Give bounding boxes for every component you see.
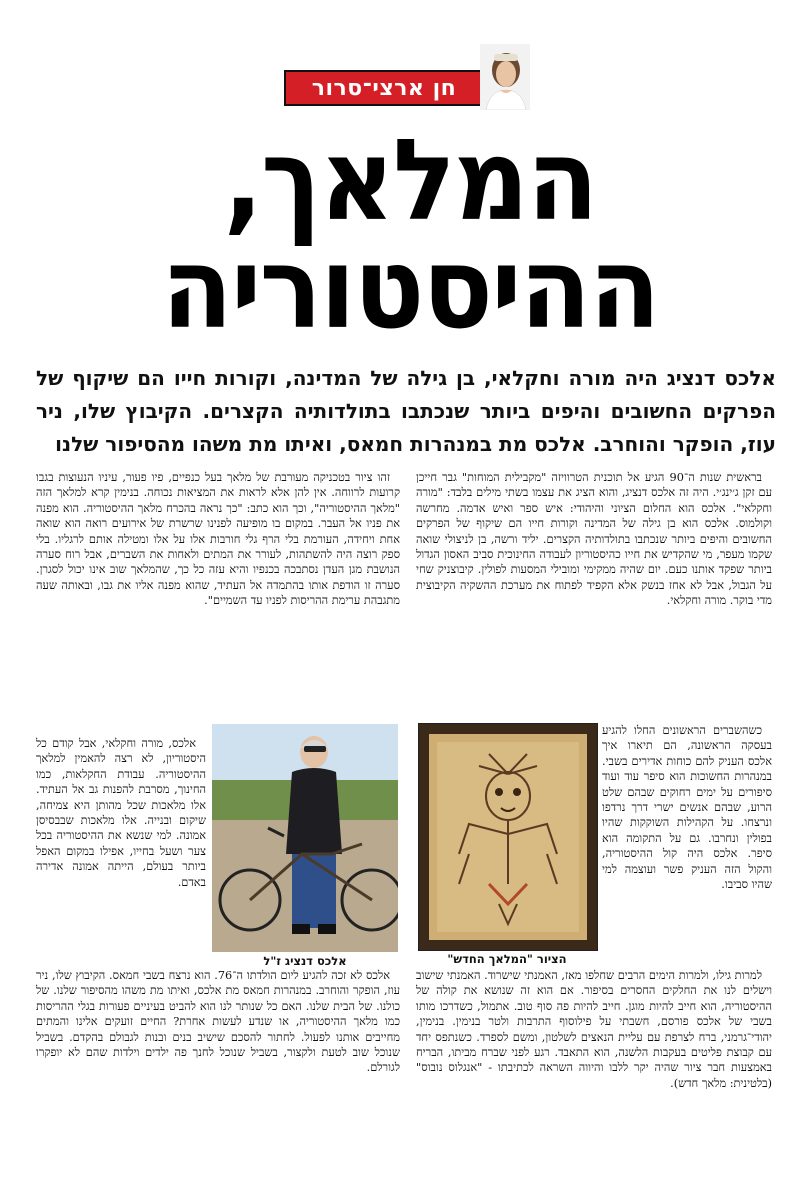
painting-caption: הציור "המלאך החדש" [447, 952, 567, 966]
author-photo [480, 44, 530, 110]
column-narrow-left [36, 736, 206, 890]
byline-bar [284, 70, 484, 106]
column-left-top [36, 470, 400, 609]
painting-image [418, 723, 598, 951]
column-narrow-right [602, 723, 772, 892]
painting-canvas [429, 734, 587, 940]
column-right-top [416, 470, 772, 609]
portrait-caption: אלכס דנציג ז"ל [263, 954, 347, 968]
paragraph: למרות גילו, ולמרות הימים הרבים שחלפו מאז, האמנתי שישרוד. האמנתי שישוב וישלים לנו את החלקים החסרים בסיפור. אם הוא זה שנושא את קולה של ההיסטוריה, הוא חייב להיות מוגן. חייב להיות פה סוף טוב. אתמול, כשדרכו מותו בשבי של אלכס פורסם, חשבתי על פילוסוף התרבות ולטר בנימין. בנימין, יהודי־גרמני, ברח לצרפת עם עליית הנאצים לשלטון, ומשם לספרד. כשנתפס יחד עם קבוצת פליטים בעקבות הלשנה, הוא התאבד. רגע לפני שברח מביתו, הבריח באמצעות חבר ציור שהיה יקר ללבו והיווה השראה לכתיבתו - "אנגלוס נובוס" (בלטינית: מלאך חדש). [416, 969, 772, 1090]
paragraph: זהו ציור בטכניקה מעורבת של מלאך בעל כנפיים, פיו פעור, עיניו הנעוצות בגבו קרועות לרווחה. אין להן אלא לראות את המציאות נכוחה. בנימין קרא למלאך הזה "מלאך ההיסטוריה", וכך הוא כתב: "כך נראה בהכרח מלאך ההיסטוריה. הוא מפנה את פניו אל העבר. במקום בו מופיעה לפנינו שרשרת של אירועים רואה הוא שואה אחת ויחידה, העורמת בלי הרף גלי חורבות אלו על אלו ומטילה אותם לרגליו. בלי ספק רוצה היה להשתהות, לעורר את המתים ולאחות את השברים, אבל רוח סערה הנושבת מגן העדן נסתבכה בכנפיו והיא עזה כל כך, שהמלאך שוב אינו יכול לסגרן. סערה זו הודפת אותו בהתמדה אל העתיד, שהוא מפנה אליו את גבו, ובאותה שעה מתגבהת ערימת ההריסות לפניו עד השמיים". [36, 471, 400, 608]
paragraph: בראשית שנות ה־90 הגיע אל תוכנית הטרוויזה "מקבילית המוחות" גבר חייכן עם זקן ג׳ינג׳י. היה זה אלכס דנציג, והוא הציג את עצמו בשתי מילים בלבד: "מורה וחקלאי". אלכס הוא החלום הציוני והיהודי: איש ספר ואיש אדמה. מחרשה וקולמוס. אלכס הוא בן גילה של המדינה וקורות חייו הם שיקוף של הפרקים החשובים והיפים ביותר שנכתבו בתולדותיה הקצרים. יליד ורשה, בן לניצולי שואה שקמו מעפר, מי שהקדיש את חייו כהיסטוריון לעבודה החינוכית סביב האסון הגדול ביותר שפקד אותנו כעם. יום שהיה ממקימי ומובילי המסעות לפולין. קיבוצניק שחי על הגבול, אבל לא אחז בנשק אלא הקפיד לפתוח את מערכת ההשקיה הקיבוצית מדי בוקר. מורה וחקלאי. [416, 471, 772, 608]
paragraph: אלכס, מורה וחקלאי, אבל קודם כל היסטוריון, לא רצה להאמין למלאך ההיסטוריה. עבודת החקלאות, כמו החינוך, מסרבת להפנות גב אל העתיד. אלו מלאכות שכל מהותן היא צמיחה, שיקום ובנייה. אלו מלאכות שבבסיסן אמונה. למי שנשא את ההיסטוריה בכל צער ושעל בחייו, אפילו במקום האפל ביותר בעולם, הייתה אמונה אדירה באדם. [36, 737, 206, 889]
headline [150, 114, 670, 354]
column-under-left [36, 968, 400, 1076]
byline [284, 66, 532, 110]
paragraph: אלכס לא זכה להגיע ליום הולדתו ה־76. הוא נרצח בשבי חמאס. הקיבוץ שלו, ניר עוז, הופקר והוחרב. במנהרות חמאס מת אלכס, ואיתו מת משהו מהסיפור שלנו. של כולנו. של הבית שלנו. האם כל שנותר לנו הוא להביט בעיניים פעורות בגלי ההריסות כמו מלאך ההיסטוריה, או שנדע לעשות אחרת? החיים זועקים אלינו והמתים מחייבים אותנו לפעול. לחתור להסכם שישיב בנים ובנות לגבולם בהקדם. בשביל שנוכל שוב לטעת ולקצור, בשביל שנוכל לחנך פה ילדים וילדות שהם לא יופקרו לגורלם. [36, 969, 400, 1075]
paragraph: כשהשברים הראשונים החלו להגיע בעסקה הראשונה, הם תיארו איך אלכס העניק להם כוחות אדירים בשבי. במנהרות החשוכות הוא סיפר עוד ועוד סיפורים על ימים רחוקים שבהם שלט הרוע, שבהם אנשים ישרי דרך נרדפו ונרצחו. על הקהילות השוקקות שהיו בפולין ונחרבו. גם על התקומה הוא סיפר. אלכס היה קול ההיסטוריה, והקול הזה העניק פשר ועוצמה למי שהיו סביבו. [602, 724, 772, 892]
portrait-photo [212, 724, 398, 952]
column-under-right [416, 968, 772, 1091]
headline-line-2: ההיסטוריה [161, 222, 659, 354]
headline-line-1: המלאך, [223, 114, 597, 246]
deck: אלכס דנציג היה מורה וחקלאי, בן גילה של המדינה, וקורות חייו הם שיקוף של הפרקים החשובים והיפים ביותר שנכתבו בתולדותיה הקצרים. הקיבוץ שלו, ניר עוז, הופקר והוחרב. אלכס מת במנהרות חמאס, ואיתו מת משהו מהסיפור שלנו [36, 366, 776, 456]
author-name: חן ארצי־סרור [311, 75, 457, 101]
